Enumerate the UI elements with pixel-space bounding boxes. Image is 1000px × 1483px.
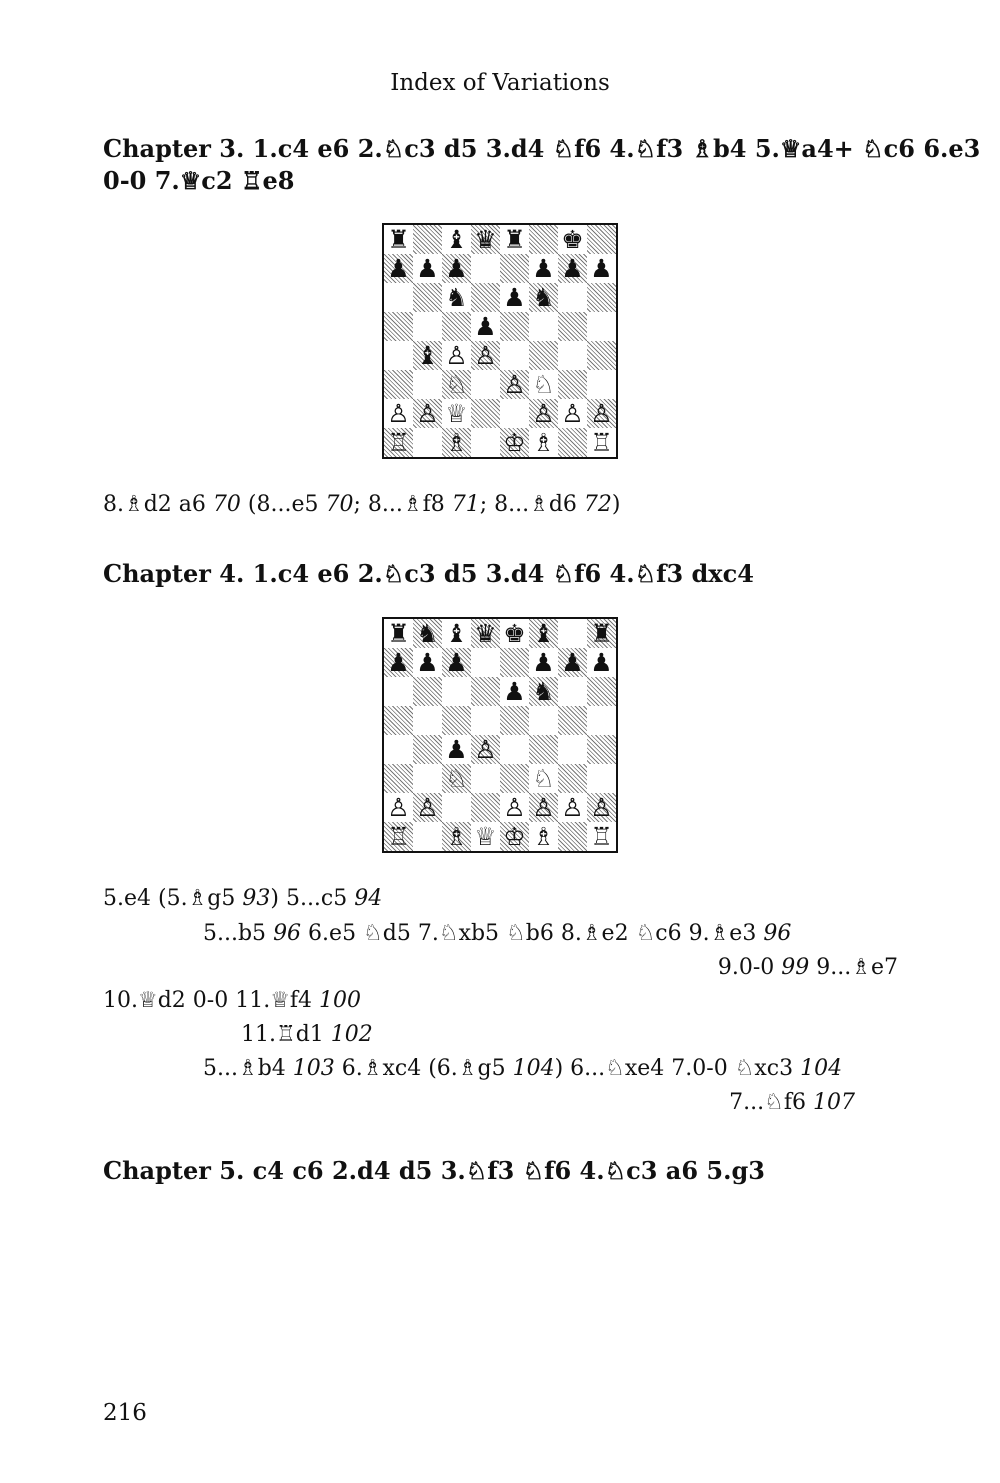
board-square: ♟ xyxy=(503,677,526,706)
board-square: ♜ xyxy=(387,619,410,648)
board-square xyxy=(471,793,500,822)
board-square: ♞ xyxy=(529,283,558,312)
board-square: ♝ xyxy=(445,619,468,648)
board-square xyxy=(558,677,587,706)
chapter-4-chess-diagram xyxy=(382,617,618,853)
board-square xyxy=(529,312,558,341)
board-square xyxy=(471,706,500,735)
board-square xyxy=(471,428,500,457)
board-square xyxy=(384,706,413,735)
chapter-4-line-6: 5...♗b4 103 6.♗xc4 (6.♗g5 104) 6...♘xe4 7.0-0 ♘xc3 104 xyxy=(203,1056,843,1081)
board-square xyxy=(587,312,616,341)
board-square xyxy=(413,283,442,312)
chapter-4-heading: Chapter 4. 1.c4 e6 2.♘c3 d5 3.d4 ♘f6 4.♘f3 dxc4 xyxy=(103,559,754,588)
board-square: ♝ xyxy=(529,619,558,648)
board-square xyxy=(413,225,442,254)
board-square xyxy=(413,677,442,706)
board-square xyxy=(384,370,413,399)
board-square xyxy=(471,370,500,399)
board-square xyxy=(587,225,616,254)
board-square: ♟ xyxy=(416,254,439,283)
board-square xyxy=(500,399,529,428)
board-square: ♛ xyxy=(471,619,500,648)
board-square: ♚ xyxy=(503,619,526,648)
board-square xyxy=(558,706,587,735)
board-square xyxy=(558,341,587,370)
board-square: ♟ xyxy=(503,283,526,312)
board-square xyxy=(558,619,587,648)
board-square xyxy=(384,735,413,764)
board-square: ♛ xyxy=(471,225,500,254)
board-square xyxy=(500,706,529,735)
chapter-4-line-3: 9.0-0 99 9...♗e7 xyxy=(717,955,898,980)
board-square xyxy=(413,822,442,851)
chapter-4-line-7: 7...♘f6 107 xyxy=(729,1090,855,1115)
board-square xyxy=(471,764,500,793)
board-square xyxy=(558,312,587,341)
chapter-3-heading-line1: Chapter 3. 1.c4 e6 2.♘c3 d5 3.d4 ♘f6 4.♘f3 ♗b4 5.♕a4+ ♘c6 6.e3 xyxy=(103,134,981,163)
board-square xyxy=(413,312,442,341)
board-square: ♟ xyxy=(384,648,413,677)
chapter-4-line-1: 5.e4 (5.♗g5 93) 5...c5 94 xyxy=(103,886,383,911)
board-square: ♕ xyxy=(445,399,468,428)
board-square: ♘ xyxy=(442,370,471,399)
board-square: ♙ xyxy=(587,793,616,822)
chapter-3-heading-line2: 0-0 7.♕c2 ♖e8 xyxy=(103,166,295,195)
board-square: ♙ xyxy=(529,793,558,822)
board-square: ♙ xyxy=(471,341,500,370)
board-square: ♙ xyxy=(387,793,410,822)
page-number: 216 xyxy=(103,1400,147,1426)
board-square: ♟ xyxy=(558,254,587,283)
board-square: ♜ xyxy=(587,619,616,648)
board-square: ♙ xyxy=(413,399,442,428)
board-square xyxy=(587,341,616,370)
board-square: ♟ xyxy=(532,648,555,677)
board-square: ♚ xyxy=(561,225,584,254)
board-square xyxy=(471,677,500,706)
chapter-4-line-2: 5...b5 96 6.e5 ♘d5 7.♘xb5 ♘b6 8.♗e2 ♘c6 9.♗e3 96 xyxy=(203,921,792,946)
board-square xyxy=(471,283,500,312)
board-square: ♟ xyxy=(442,648,471,677)
board-square: ♔ xyxy=(500,822,529,851)
board-square xyxy=(442,793,471,822)
board-square: ♙ xyxy=(587,399,616,428)
board-square: ♕ xyxy=(474,822,497,851)
board-square: ♙ xyxy=(503,793,526,822)
board-square xyxy=(384,341,413,370)
board-square xyxy=(442,706,471,735)
board-square xyxy=(558,822,587,851)
board-square xyxy=(384,764,413,793)
board-square xyxy=(413,370,442,399)
board-square: ♗ xyxy=(442,428,471,457)
board-square xyxy=(587,735,616,764)
board-square: ♝ xyxy=(445,225,468,254)
board-square: ♙ xyxy=(471,735,500,764)
board-square xyxy=(558,370,587,399)
running-head: Index of Variations xyxy=(390,70,610,96)
board-square: ♙ xyxy=(413,793,442,822)
board-square xyxy=(529,735,558,764)
board-square xyxy=(558,428,587,457)
board-square: ♝ xyxy=(413,341,442,370)
board-square xyxy=(442,677,471,706)
board-square xyxy=(413,735,442,764)
board-square xyxy=(471,399,500,428)
board-square: ♙ xyxy=(387,399,410,428)
board-square: ♘ xyxy=(532,370,555,399)
chapter-4-line-4: 10.♕d2 0-0 11.♕f4 100 xyxy=(103,988,362,1013)
board-square: ♞ xyxy=(529,677,558,706)
board-square xyxy=(500,341,529,370)
chapter-3-chess-diagram xyxy=(382,223,618,459)
board-square: ♙ xyxy=(445,341,468,370)
chapter-5-heading: Chapter 5. c4 c6 2.d4 d5 3.♘f3 ♘f6 4.♘c3 a6 5.g3 xyxy=(103,1156,765,1185)
board-square: ♙ xyxy=(529,399,558,428)
board-square xyxy=(471,254,500,283)
board-square xyxy=(587,706,616,735)
board-square: ♟ xyxy=(590,648,613,677)
board-square xyxy=(500,764,529,793)
board-square xyxy=(529,225,558,254)
board-square xyxy=(558,735,587,764)
board-square: ♞ xyxy=(413,619,442,648)
board-square xyxy=(384,283,413,312)
board-square xyxy=(500,735,529,764)
board-square: ♟ xyxy=(442,254,471,283)
board-square: ♗ xyxy=(442,822,471,851)
board-square xyxy=(384,677,413,706)
board-square xyxy=(558,283,587,312)
board-square: ♜ xyxy=(387,225,410,254)
board-square: ♞ xyxy=(445,283,468,312)
chapter-3-variation-line: 8.♗d2 a6 70 (8...e5 70; 8...♗f8 71; 8...♗d6 72) xyxy=(103,492,621,517)
board-square xyxy=(500,648,529,677)
board-square: ♘ xyxy=(442,764,471,793)
board-square xyxy=(587,677,616,706)
board-square: ♙ xyxy=(500,370,529,399)
board-square xyxy=(500,312,529,341)
board-square xyxy=(413,706,442,735)
board-square: ♙ xyxy=(561,399,584,428)
board-square: ♟ xyxy=(445,735,468,764)
board-square: ♗ xyxy=(532,428,555,457)
board-square: ♟ xyxy=(532,254,555,283)
chapter-4-line-5: 11.♖d1 102 xyxy=(241,1022,373,1047)
board-square: ♟ xyxy=(416,648,439,677)
board-square: ♘ xyxy=(532,764,555,793)
board-square xyxy=(529,341,558,370)
board-square: ♖ xyxy=(590,822,613,851)
board-square: ♖ xyxy=(384,428,413,457)
board-square: ♟ xyxy=(474,312,497,341)
board-square: ♗ xyxy=(532,822,555,851)
board-square: ♟ xyxy=(384,254,413,283)
board-square: ♜ xyxy=(503,225,526,254)
board-square: ♙ xyxy=(561,793,584,822)
board-square xyxy=(442,312,471,341)
board-square xyxy=(500,254,529,283)
board-square xyxy=(587,283,616,312)
board-square xyxy=(471,648,500,677)
board-square xyxy=(587,764,616,793)
board-square xyxy=(413,428,442,457)
board-square: ♟ xyxy=(558,648,587,677)
board-square xyxy=(413,764,442,793)
board-square xyxy=(558,764,587,793)
board-square: ♟ xyxy=(590,254,613,283)
board-square: ♔ xyxy=(500,428,529,457)
board-square xyxy=(587,370,616,399)
board-square xyxy=(384,312,413,341)
board-square: ♖ xyxy=(384,822,413,851)
board-square xyxy=(529,706,558,735)
board-square: ♖ xyxy=(590,428,613,457)
